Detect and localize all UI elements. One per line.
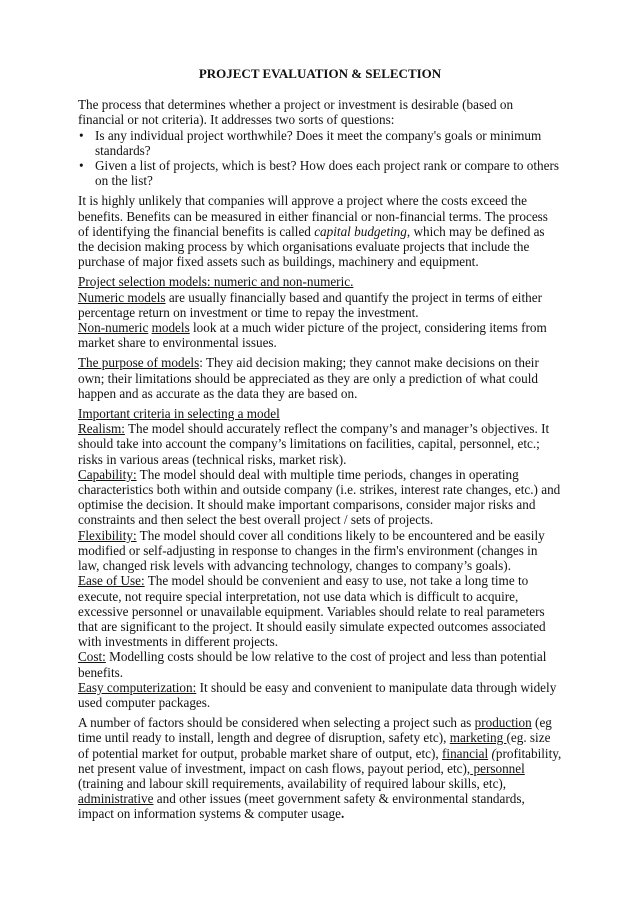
criterion-label: Easy computerization: [78,679,197,695]
criterion-ease-of-use [78,573,562,649]
nonnumeric-models-paragraph [78,320,562,350]
page-title: PROJECT EVALUATION & SELECTION [198,66,442,81]
factors-text: and other issues (meet government safety & environmental standards, impact on information systems & computer usage [78,791,525,822]
questions-list [78,128,562,189]
nonnumeric-label: Non-numeric [78,320,149,336]
purpose-text: : They aid decision making; they cannot make decisions on their own; their limitations should be appreciated as they are only a prediction of what could happen and as accurate as the data they are based on. [78,355,539,401]
factor-personnel: personnel [470,760,525,776]
factors-text: (eg. size of potential market for output, probable market share of output, etc), [78,730,551,761]
factors-text: profitability, net present value of investment, impact on cash flows, payout period, etc), [78,745,562,776]
capital-text-after: , which may be defined as the decision making process by which organisations evaluate projects that include the purchase of major fixed assets such as buildings, machinery and equipment. [78,223,545,270]
criterion-label: Flexibility: [78,527,137,543]
criterion-text: Modelling costs should be low relative to the cost of project and less than potential benefits. [78,649,547,680]
factor-administrative: administrative [78,791,154,807]
criterion-cost [78,649,562,679]
criterion-text: The model should cover all conditions likely to be encountered and be easily modified or self-adjusting in response to changes in the firm's environment (changes in law, changed risk levels with advancing technology, changes to company’s goals). [78,527,545,574]
numeric-models-label: Numeric models [78,289,166,305]
purpose-paragraph [78,355,562,401]
criteria-section [78,406,562,710]
criterion-text: It should be easy and convenient to manipulate data through widely used computer packages. [78,679,557,710]
factors-paragraph [78,715,562,821]
criterion-easy-computerization [78,680,562,710]
intro-paragraph: The process that determines whether a project or investment is desirable (based on financial or not criteria). It addresses two sorts of questions: [78,97,514,128]
capital-budgeting-term: capital budgeting [314,223,407,239]
purpose-label: The purpose of models [78,355,200,371]
criterion-label: Capability: [78,466,137,482]
criterion-text: The model should be convenient and easy to use, not take a long time to execute, not require special interpretation, not use data which is difficult to acquire, excessive personnel or unavailable equipment. Variables should relate to real parameters that are significant to the project. It should easily simulate expected outcomes associated with investments in different projects. [78,573,546,650]
factors-text: . [340,806,345,822]
criterion-flexibility [78,528,562,574]
models-heading: Project selection models: numeric and non-numeric. [78,274,354,290]
capital-text-before: It is highly unlikely that companies will approve a project where the costs exceed the benefits. Benefits can be measured in either financial or non-financial terms. The process of identifying the financial benefits is called [78,193,548,239]
factor-marketing: marketing [449,730,507,746]
criterion-text: The model should accurately reflect the company’s and manager’s objectives. It should take into account the company’s limitations on facilities, capital, personnel, etc.; risks in various areas (technical risks, market risk). [78,421,550,467]
question-item-2: • Given a list of projects, which is best? How does each project rank or compare to others on the list? [78,158,562,188]
models-section [78,274,562,350]
question-item-1: • Is any individual project worthwhile? Does it meet the company's goals or minimum standards? [78,128,562,158]
factors-text: (training and labour skill requirements, availability of required labour skills, etc), [78,775,507,791]
factor-financial: financial [442,745,489,761]
nonnumeric-models-label: models [151,320,190,336]
factors-text: ( [491,745,496,761]
capital-budgeting-paragraph [78,193,562,269]
criterion-label: Ease of Use: [78,573,145,589]
criteria-heading: Important criteria in selecting a model [78,406,280,422]
factors-text: (eg time until ready to install, length and degree of disruption, safety etc), [78,715,552,746]
criterion-capability [78,467,562,528]
criterion-text: The model should deal with multiple time periods, changes in operating characteristics both within and outside company (i.e. strikes, interest rate changes, etc.) and optimise the decision. It should make important comparisons, consider major risks and constraints and then select the best overall project / sets of projects. [78,466,561,528]
nonnumeric-models-text: look at a much wider picture of the project, considering items from market share to environmental issues. [78,320,547,351]
criterion-label: Cost: [78,649,106,665]
numeric-models-paragraph [78,290,562,320]
factors-text: A number of factors should be considered when selecting a project such as [78,715,475,731]
numeric-models-text: are usually financially based and quantify the project in terms of either percentage return on investment or time to repay the investment. [78,289,542,320]
criterion-label: Realism: [78,421,125,437]
factor-production: production [474,715,532,731]
criterion-realism [78,421,562,467]
